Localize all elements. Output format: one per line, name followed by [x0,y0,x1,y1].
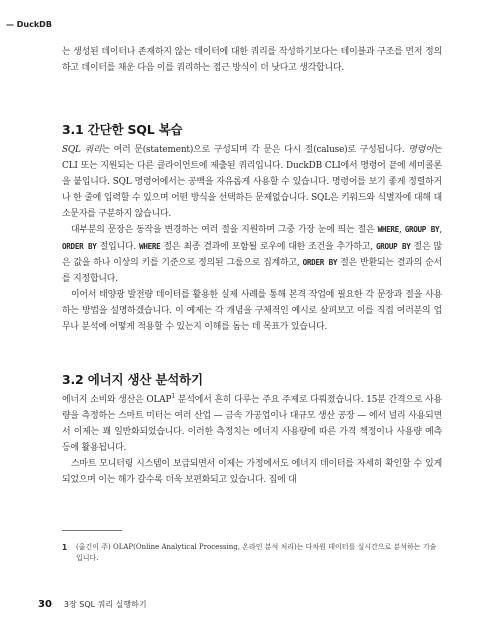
section-title-3-2: 3.2 에너지 생산 분석하기 [62,372,203,387]
keyword-where: WHERE [377,225,399,235]
text-run: 에너지 소비와 생산은 OLAP [62,395,172,405]
footnote-number: 1 [62,543,68,552]
page-footer [38,599,147,610]
chapter-title: 3장 SQL 쿼리 실행하기 [63,600,147,609]
text-run: 분석에서 흔히 다루는 주요 주제로 다뤄졌습니다. 15분 간격으로 사용량을 측정하는 스마트 미터는 여러 산업 — 금속 가공업이나 대규모 생산 공장 — 에서 널리 사용되면서 이제는 꽤 일반화되었습니다. 이러한 측정치는 에너지 사용량에 따른 가격 책정이나 사용량 예측 등에 활용됩니다. [62,395,442,454]
keyword-order-by: ORDER BY [62,241,97,251]
paragraph-energy [62,392,442,456]
text-run: , [398,225,405,236]
intro-block [62,44,442,76]
term-command: 명령어 [408,145,434,155]
page-number: 30 [38,599,52,610]
paragraph-clauses [62,222,442,286]
keyword-group-by: GROUP BY [376,241,411,251]
section-3-2 [62,370,442,388]
section-3-2-body [62,392,442,489]
section-title-3-1: 3.1 간단한 SQL 복습 [62,122,183,137]
keyword-where: WHERE [139,241,161,251]
section-3-1-body [62,142,442,335]
term-sql-query: SQL 쿼리 [62,145,102,155]
footnote [62,542,442,564]
keyword-group-by: GROUP BY [404,225,440,235]
footnote-text: (옮긴이 주) OLAP(Online Analytical Processing, 온라인 분석 처리)는 다차원 데이터를 실시간으로 분석하는 기술입니다. [76,543,437,562]
text-run: 는 여러 문(statement)으로 구성되며 각 문은 다시 절(caluse)로 구성됩니다. [101,145,409,155]
footnote-divider [62,530,122,531]
paragraph-sql-query [62,142,442,222]
text-run: , [439,225,442,236]
text-run: 대부분의 문장은 동작을 변경하는 여러 절을 지원하며 그중 가장 눈에 띄는 절은 [71,225,378,236]
keyword-order-by: ORDER BY [302,257,338,267]
text-run: 절입니다. [96,241,140,252]
text-run: 절은 반환되는 결과의 순서를 지정합니다. [62,257,442,284]
intro-paragraph: 는 생성된 데이터나 존재하지 않는 데이터에 대한 쿼리를 작성하기보다는 테이블과 구조를 먼저 정의하고 데이터를 채운 다음 이를 쿼리하는 접근 방식이 더 낫다고 생각합니다. [62,47,442,74]
footnote-ref[interactable]: 1 [171,393,176,401]
text-run: 는 CLI 또는 지원되는 다른 클라이언트에 제출된 쿼리입니다. DuckDB CLI에서 명령어 끝에 세미콜론을 붙입니다. SQL 명령어에서는 공백을 자유롭게 사용할 수 있습니다. 명령어를 보기 좋게 정렬하거나 한 줄에 입력할 수 있으며 어떤 방식을 선택하든 문제없습니다. SQL은 키워드와 식별자에 대해 대소문자를 구분하지 않습니다. [62,145,442,220]
paragraph-smart-monitoring: 스마트 모니터링 시스템이 보급되면서 이제는 가정에서도 에너지 데이터를 자세히 확인할 수 있게 되었으며 이는 해가 갈수록 더욱 보편화되고 있습니다. 집에 대 [62,459,442,486]
running-header: — DuckDB [6,20,52,29]
text-run: 절은 최종 결과에 포함될 로우에 대한 조건을 추가하고, [160,241,376,252]
paragraph-examples: 이어서 태양광 발전량 데이터를 활용한 실제 사례를 통해 본격 작업에 필요한 각 문장과 절을 사용하는 방법을 설명하겠습니다. 이 예제는 각 개념을 구체적인 예시로 살펴보고 이를 직접 여러분의 업무나 분석에 어떻게 적용할 수 있는지 이해를 돕는 데 목표가 있습니다. [62,289,442,333]
section-3-1 [62,120,442,138]
text-run: 절은 많은 값을 하나 이상의 키를 기준으로 정의된 그룹으로 집계하고, [62,241,442,268]
